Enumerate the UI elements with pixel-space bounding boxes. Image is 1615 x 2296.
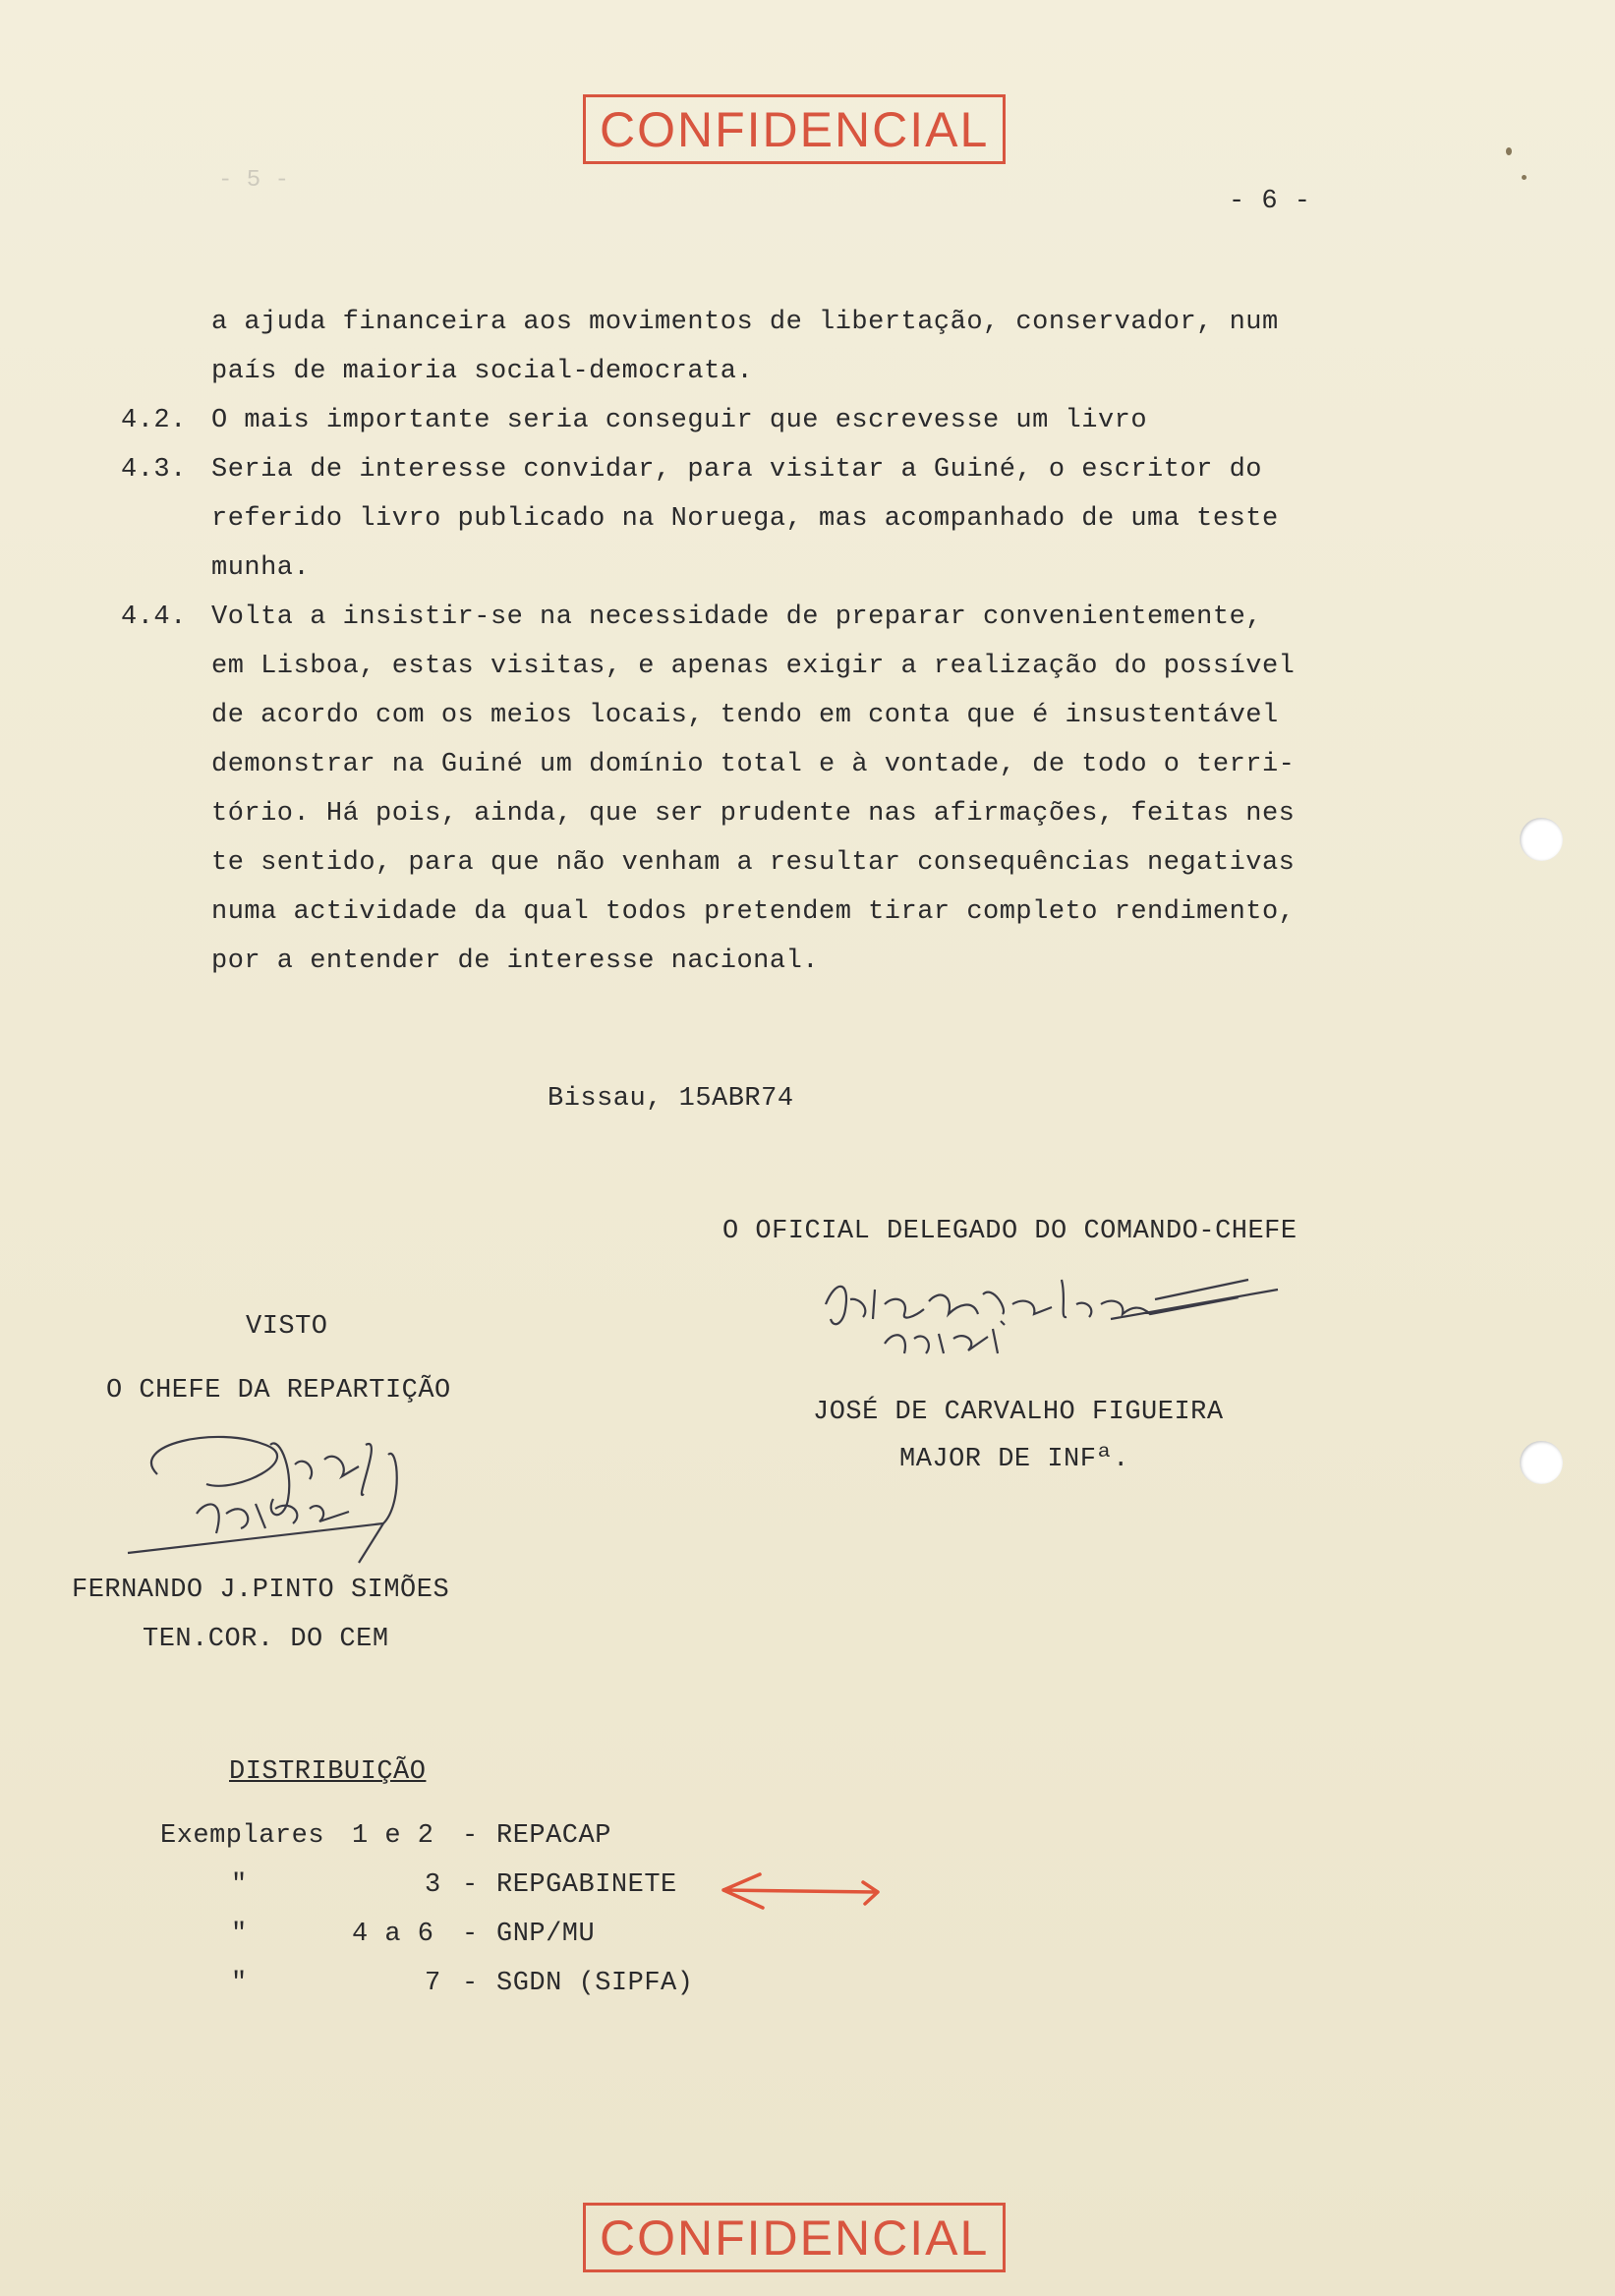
dist-row-label: " bbox=[231, 1969, 248, 1998]
place-date: Bissau, 15ABR74 bbox=[548, 1084, 794, 1114]
item-4-3-line: munha. bbox=[211, 553, 311, 583]
page-number: - 6 - bbox=[1229, 187, 1311, 216]
dist-row-dash: - bbox=[462, 1821, 479, 1851]
dist-row-destination: REPGABINETE bbox=[496, 1870, 677, 1900]
confidential-stamp-top: CONFIDENCIAL bbox=[583, 94, 1006, 164]
dist-row-dash: - bbox=[462, 1969, 479, 1998]
item-4-3-line: Seria de interesse convidar, para visitar a Guiné, o escritor do bbox=[211, 455, 1262, 485]
item-4-4-line: de acordo com os meios locais, tendo em conta que é insustentável bbox=[211, 701, 1279, 730]
ink-speck bbox=[1522, 175, 1527, 180]
dist-row-copies: 3 bbox=[425, 1870, 441, 1900]
dist-row-destination: SGDN (SIPFA) bbox=[496, 1969, 694, 1998]
item-4-3-line: referido livro publicado na Noruega, mas acompanhado de uma teste bbox=[211, 504, 1279, 534]
item-4-4-line: demonstrar na Guiné um domínio total e à vontade, de todo o terri- bbox=[211, 750, 1296, 779]
right-signatory-name: JOSÉ DE CARVALHO FIGUEIRA bbox=[813, 1398, 1224, 1427]
dist-row-label: " bbox=[231, 1870, 248, 1900]
item-number-4-2: 4.2. bbox=[121, 406, 187, 435]
body-line: país de maioria social-democrata. bbox=[211, 357, 754, 386]
confidential-stamp-bottom: CONFIDENCIAL bbox=[583, 2203, 1006, 2272]
dist-row-dash: - bbox=[462, 1870, 479, 1900]
ink-speck bbox=[1506, 147, 1512, 155]
dist-row-dash: - bbox=[462, 1920, 479, 1949]
dist-row-destination: REPACAP bbox=[496, 1821, 611, 1851]
left-signatory-title: O CHEFE DA REPARTIÇÃO bbox=[106, 1376, 451, 1406]
item-4-4-line: tório. Há pois, ainda, que ser prudente nas afirmações, feitas nes bbox=[211, 799, 1296, 829]
item-4-4-line: te sentido, para que não venham a resultar consequências negativas bbox=[211, 848, 1296, 878]
visto-label: VISTO bbox=[246, 1312, 328, 1342]
right-signatory-title: O OFICIAL DELEGADO DO COMANDO-CHEFE bbox=[722, 1217, 1298, 1246]
dist-row-copies: 4 a 6 bbox=[352, 1920, 434, 1949]
arrow-left-icon bbox=[716, 1863, 883, 1922]
dist-row-label: Exemplares bbox=[160, 1821, 325, 1851]
item-number-4-4: 4.4. bbox=[121, 603, 187, 632]
left-signatory-name: FERNANDO J.PINTO SIMÕES bbox=[72, 1576, 450, 1605]
item-4-2-text: O mais importante seria conseguir que escrevesse um livro bbox=[211, 406, 1148, 435]
distribution-title: DISTRIBUIÇÃO bbox=[229, 1757, 427, 1787]
dist-row-destination: GNP/MU bbox=[496, 1920, 596, 1949]
item-4-4-line: Volta a insistir-se na necessidade de preparar convenientemente, bbox=[211, 603, 1262, 632]
body-line: a ajuda financeira aos movimentos de libertação, conservador, num bbox=[211, 308, 1279, 337]
binder-hole bbox=[1520, 818, 1563, 861]
left-signatory-rank: TEN.COR. DO CEM bbox=[143, 1625, 389, 1654]
item-4-4-line: em Lisboa, estas visitas, e apenas exigir a realização do possível bbox=[211, 652, 1296, 681]
faded-page-number: - 5 - bbox=[218, 167, 290, 194]
binder-hole bbox=[1520, 1441, 1563, 1484]
dist-row-copies: 1 e 2 bbox=[352, 1821, 434, 1851]
right-signatory-rank: MAJOR DE INFª. bbox=[899, 1445, 1129, 1474]
dist-row-label: " bbox=[231, 1920, 248, 1949]
left-signature-image bbox=[108, 1406, 442, 1573]
dist-row-copies: 7 bbox=[425, 1969, 441, 1998]
item-4-4-line: numa actividade da qual todos pretendem tirar completo rendimento, bbox=[211, 897, 1296, 927]
item-number-4-3: 4.3. bbox=[121, 455, 187, 485]
right-signature-image bbox=[816, 1260, 1327, 1368]
item-4-4-line: por a entender de interesse nacional. bbox=[211, 947, 819, 976]
